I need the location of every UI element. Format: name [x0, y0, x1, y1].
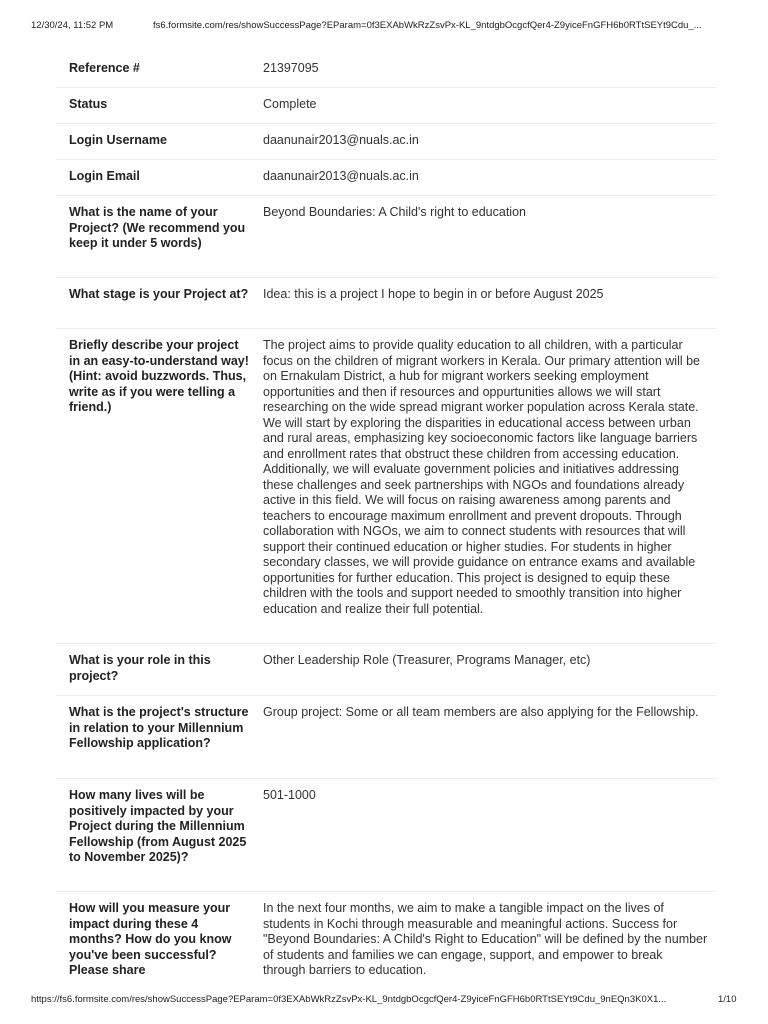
field-value: 21397095 [263, 61, 319, 75]
table-row [56, 52, 716, 88]
field-value: The project aims to provide quality education to all children, with a particular focus on the children of migrant workers in Kerala. Our primary attention will be on Ernakulam District, a hub for migrant workers seeking employment opportunities and then if resources and oppurtunities allows we will start researching on the wide spread migrant worker population across Kerala state. We will start by exploring the disparities in educational access between urban and rural areas, emphasizing key socioeconomic factors like language barriers and enrollment rates that obstruct these children from accessing education. Additionally, we will evaluate government policies and initiatives addressing these challenges and seek partnerships with NGOs and foundations already active in this field. We will focus on raising awareness among parents and teachers to encourage maximum enrollment and prevent dropouts. Through collaboration with NGOs, we aim to connect students with resources that will support their continued education or higher studies. For students in higher secondary classes, we will provide guidance on entrance exams and available opportunities for further education. This project is designed to equip these children with the tools and support needed to smoothly transition into higher education and realize their full potential. [263, 338, 700, 616]
field-label: How will you measure your impact during these 4 months? How do you know you've been successful? Please share [69, 901, 232, 977]
print-footer [0, 992, 768, 1012]
print-datetime: 12/30/24, 11:52 PM [31, 20, 114, 31]
submission-table [56, 52, 716, 987]
field-label: Status [69, 97, 108, 111]
field-label: Reference # [69, 61, 140, 75]
field-value: Idea: this is a project I hope to begin in or before August 2025 [263, 287, 604, 301]
table-row [56, 160, 716, 196]
table-row [56, 88, 716, 124]
page-number: 1/10 [718, 994, 737, 1005]
field-label: Briefly describe your project in an easy-to-understand way! (Hint: avoid buzzwords. Thus, write as if you were telling a friend.) [69, 338, 249, 414]
print-header-url: fs6.formsite.com/res/showSuccessPage?EParam=0f3EXAbWkRzZsvPx-KL_9ntdgbOcgcfQer4-Z9yiceFnGFH6b0RTtSEYt9Cdu_... [153, 20, 702, 31]
table-row [56, 779, 716, 892]
field-label: What is the project's structure in relation to your Millennium Fellowship application? [69, 705, 249, 750]
field-value: 501-1000 [263, 788, 316, 802]
table-row [56, 329, 716, 644]
field-value: Complete [263, 97, 317, 111]
field-value: Group project: Some or all team members are also applying for the Fellowship. [263, 705, 699, 719]
table-row [56, 892, 716, 987]
field-label: What stage is your Project at? [69, 287, 249, 301]
print-header [0, 0, 768, 40]
table-row [56, 696, 716, 779]
field-value: daanunair2013@nuals.ac.in [263, 169, 419, 183]
field-value: daanunair2013@nuals.ac.in [263, 133, 419, 147]
field-label: Login Username [69, 133, 167, 147]
field-value: In the next four months, we aim to make a tangible impact on the lives of students in Kochi through measurable and meaningful actions. Success for "Beyond Boundaries: A Child's Right to Education" will be defined by the number of students and families we can engage, support, and empower to break through barriers to education. [263, 901, 708, 977]
table-row [56, 644, 716, 696]
field-label: What is your role in this project? [69, 653, 211, 683]
field-label: Login Email [69, 169, 140, 183]
field-label: What is the name of your Project? (We recommend you keep it under 5 words) [69, 205, 246, 250]
table-row [56, 196, 716, 278]
table-row [56, 278, 716, 329]
print-footer-url: https://fs6.formsite.com/res/showSuccessPage?EParam=0f3EXAbWkRzZsvPx-KL_9ntdgbOcgcfQer4-Z9yiceFnGFH6b0RTtSEYt9Cdu_9nEQn3K0X1... [31, 994, 667, 1005]
table-row [56, 124, 716, 160]
field-value: Other Leadership Role (Treasurer, Programs Manager, etc) [263, 653, 591, 667]
field-value: Beyond Boundaries: A Child's right to education [263, 205, 526, 219]
field-label: How many lives will be positively impacted by your Project during the Millennium Fellowship (from August 2025 to November 2025)? [69, 788, 247, 864]
